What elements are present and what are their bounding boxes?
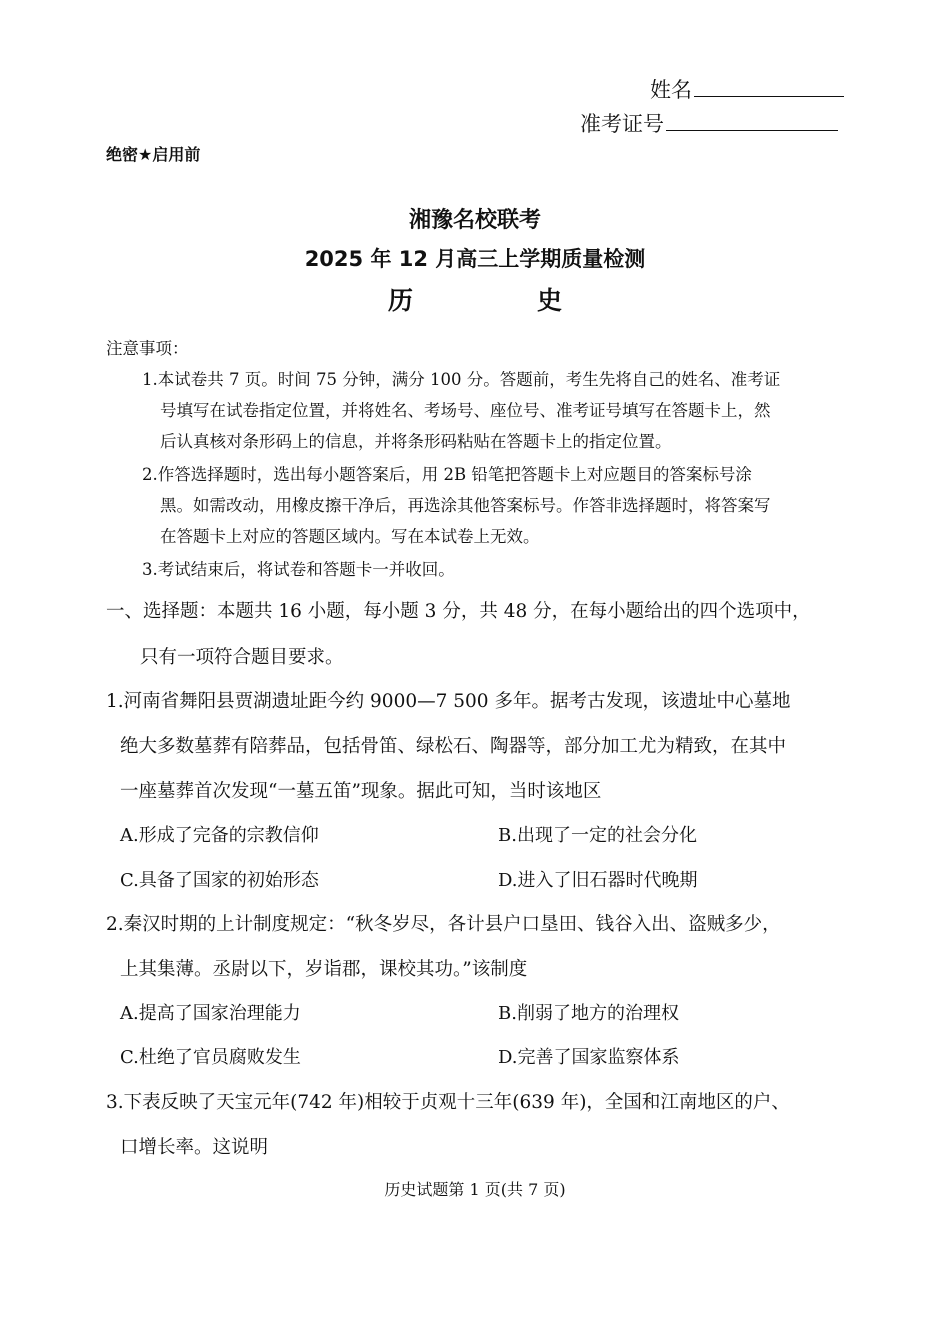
notice-item-3-line-1: 3.考试结束后，将试卷和答题卡一并收回。 [142,560,455,579]
q2-option-a[interactable]: A.提高了国家治理能力 [120,1003,301,1024]
q1-option-d[interactable]: D.进入了旧石器时代晚期 [498,870,698,891]
q1-option-b[interactable]: B.出现了一定的社会分化 [498,825,697,846]
q1-line-2: 绝大多数墓葬有陪葬品，包括骨笛、绿松石、陶器等，部分加工尤为精致，在其中 [120,736,787,757]
q2-option-d[interactable]: D.完善了国家监察体系 [498,1047,680,1068]
q1-line-3: 一座墓葬首次发现“一墓五笛”现象。据此可知，当时该地区 [120,781,602,802]
secret-label: 绝密★启用前 [106,145,201,164]
q3-line-2: 口增长率。这说明 [120,1137,269,1158]
q2-option-b[interactable]: B.削弱了地方的治理权 [498,1003,679,1024]
name-label: 姓名 [650,78,692,102]
q2-option-c[interactable]: C.杜绝了官员腐败发生 [120,1047,301,1068]
section-1-line-1: 一、选择题：本题共 16 小题，每小题 3 分，共 48 分，在每小题给出的四个选项中， [106,601,811,622]
q2-line-1: 2.秦汉时期的上计制度规定：“秋冬岁尽，各计县户口垦田、钱谷入出、盗贼多少， [106,914,781,935]
notice-item-2-line-2: 黑。如需改动，用橡皮擦干净后，再选涂其他答案标号。作答非选择题时，将答案写 [160,496,771,515]
subject-title [0,281,950,317]
id-blank[interactable] [666,110,838,131]
exam-org-title: 湘豫名校联考 [408,208,541,233]
notice-heading: 注意事项： [106,339,189,358]
exam-name-title: 2025 年 12 月高三上学期质量检测 [304,247,646,271]
notice-item-1-line-3: 后认真核对条形码上的信息，并将条形码粘贴在答题卡上的指定位置。 [160,432,672,451]
q2-line-2: 上其集薄。丞尉以下，岁诣郡，课校其功。”该制度 [120,959,528,980]
q1-option-a[interactable]: A.形成了完备的宗教信仰 [120,825,319,846]
notice-item-1-line-1: 1.本试卷共 7 页。时间 75 分钟，满分 100 分。答题前，考生先将自己的姓名、准考证 [142,370,781,389]
page-footer: 历史试题第 1 页(共 7 页) [384,1180,566,1199]
q1-line-1: 1.河南省舞阳县贾湖遗址距今约 9000—7 500 多年。据考古发现，该遗址中心墓地 [106,691,791,712]
id-field[interactable] [580,108,838,138]
name-field[interactable] [650,74,844,104]
subject-char-1: 历 [387,286,413,315]
name-blank[interactable] [694,76,844,97]
section-1-line-2: 只有一项符合题目要求。 [140,647,344,668]
q1-option-c[interactable]: C.具备了国家的初始形态 [120,870,319,891]
id-label: 准考证号 [580,112,664,136]
notice-item-2-line-1: 2.作答选择题时，选出每小题答案后，用 2B 铅笔把答题卡上对应题目的答案标号涂 [142,465,752,484]
q3-line-1: 3.下表反映了天宝元年(742 年)相较于贞观十三年(639 年)，全国和江南地区的户、 [106,1092,790,1113]
subject-char-2: 史 [537,286,563,315]
notice-item-2-line-3: 在答题卡上对应的答题区域内。写在本试卷上无效。 [160,527,540,546]
notice-item-1-line-2: 号填写在试卷指定位置，并将姓名、考场号、座位号、准考证号填写在答题卡上，然 [160,401,771,420]
